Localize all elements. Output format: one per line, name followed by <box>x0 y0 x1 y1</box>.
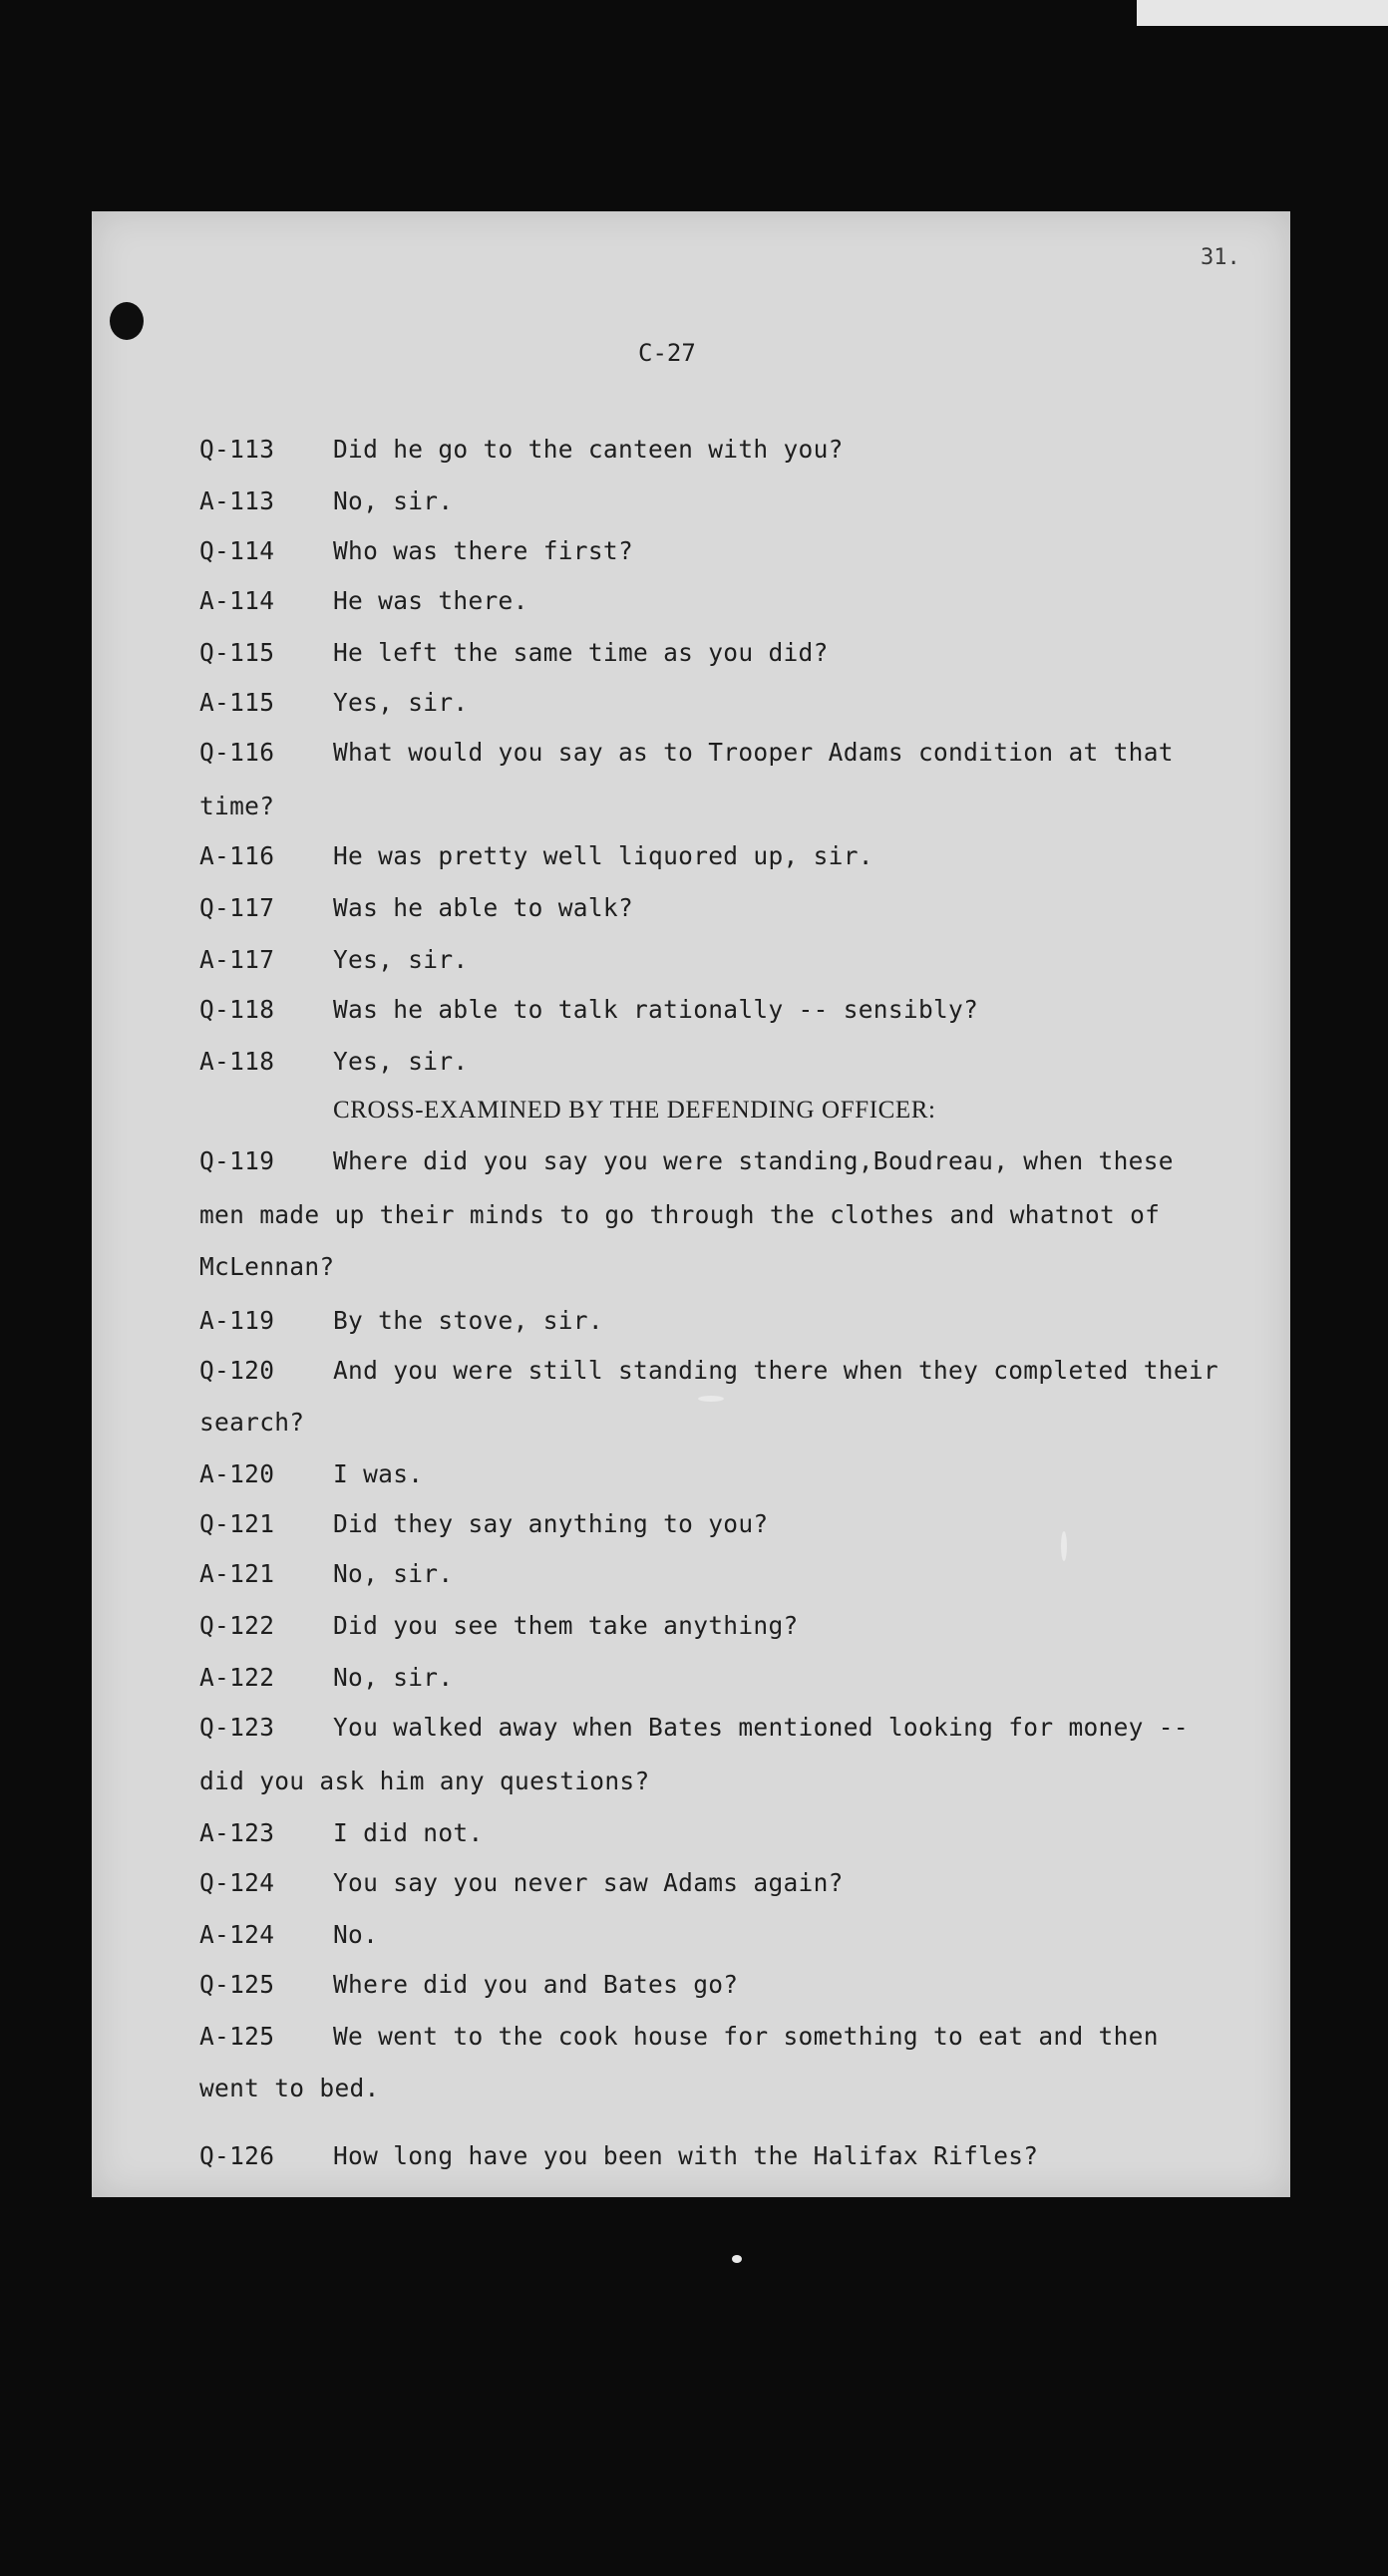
scan-mark <box>1061 1531 1067 1561</box>
entry-label: Q-113 <box>199 435 275 464</box>
entry-text: No, sir. <box>333 1663 454 1692</box>
entry-label: Q-124 <box>199 1868 275 1897</box>
entry-label: A-115 <box>199 688 275 717</box>
entry-label: A-114 <box>199 586 275 615</box>
entry-text: By the stove, sir. <box>333 1306 603 1335</box>
entry-label: A-124 <box>199 1920 275 1949</box>
entry-label: A-122 <box>199 1663 275 1692</box>
entry-label: Q-120 <box>199 1356 275 1385</box>
entry-continuation: men made up their minds to go through the clothes and whatnot of <box>199 1200 1161 1229</box>
scan-mark <box>698 1396 724 1402</box>
entry-text: He was pretty well liquored up, sir. <box>333 841 873 870</box>
entry-label: A-116 <box>199 841 275 870</box>
entry-label: Q-122 <box>199 1611 275 1640</box>
entry-label: Q-119 <box>199 1146 275 1175</box>
entry-label: A-121 <box>199 1559 275 1588</box>
entry-text: No. <box>333 1920 379 1949</box>
entry-label: Q-117 <box>199 893 275 922</box>
entry-text: I was. <box>333 1459 424 1488</box>
entry-label: A-118 <box>199 1047 275 1076</box>
entry-text: You say you never saw Adams again? <box>333 1868 844 1897</box>
entry-text: I did not. <box>333 1818 484 1847</box>
entry-label: A-119 <box>199 1306 275 1335</box>
page-number: 31. <box>1201 245 1240 270</box>
entry-text: Yes, sir. <box>333 945 469 974</box>
entry-text: Yes, sir. <box>333 688 469 717</box>
entry-text: Was he able to talk rationally -- sensibly? <box>333 995 979 1024</box>
entry-label: Q-118 <box>199 995 275 1024</box>
entry-text: Did they say anything to you? <box>333 1509 769 1538</box>
entry-continuation: McLennan? <box>199 1252 335 1281</box>
entry-text: Yes, sir. <box>333 1047 469 1076</box>
entry-text: No, sir. <box>333 1559 454 1588</box>
entry-label: Q-114 <box>199 536 275 565</box>
entry-label: A-117 <box>199 945 275 974</box>
entry-label: A-120 <box>199 1459 275 1488</box>
entry-continuation: time? <box>199 792 275 820</box>
document-header: C-27 <box>638 339 696 367</box>
entry-continuation: went to bed. <box>199 2074 380 2102</box>
entry-label: Q-115 <box>199 638 275 667</box>
entry-text: Did he go to the canteen with you? <box>333 435 844 464</box>
entry-text: What would you say as to Trooper Adams condition at that <box>333 738 1174 767</box>
punch-hole <box>110 302 144 340</box>
entry-text: You walked away when Bates mentioned looking for money -- <box>333 1713 1189 1742</box>
entry-text: He left the same time as you did? <box>333 638 829 667</box>
entry-text: Where did you say you were standing,Boudreau, when these <box>333 1146 1174 1175</box>
entry-text: He was there. <box>333 586 528 615</box>
entry-continuation: did you ask him any questions? <box>199 1767 650 1795</box>
scan-mark <box>732 2255 742 2263</box>
entry-text: Did you see them take anything? <box>333 1611 799 1640</box>
entry-text: How long have you been with the Halifax Rifles? <box>333 2141 1039 2170</box>
entry-label: Q-126 <box>199 2141 275 2170</box>
entry-text: No, sir. <box>333 486 454 515</box>
entry-continuation: search? <box>199 1408 305 1437</box>
entry-label: Q-121 <box>199 1509 275 1538</box>
adjacent-page-edge <box>1137 0 1388 26</box>
entry-text: Was he able to walk? <box>333 893 634 922</box>
section-heading-text: CROSS-EXAMINED BY THE DEFENDING OFFICER: <box>333 1097 936 1124</box>
entry-label: A-113 <box>199 486 275 515</box>
entry-label: Q-125 <box>199 1970 275 1999</box>
entry-text: We went to the cook house for something to eat and then <box>333 2022 1159 2051</box>
entry-label: A-123 <box>199 1818 275 1847</box>
entry-label: Q-116 <box>199 738 275 767</box>
entry-text: Where did you and Bates go? <box>333 1970 739 1999</box>
entry-label: A-125 <box>199 2022 275 2051</box>
entry-label: Q-123 <box>199 1713 275 1742</box>
entry-text: And you were still standing there when they completed their <box>333 1356 1218 1385</box>
entry-text: Who was there first? <box>333 536 634 565</box>
